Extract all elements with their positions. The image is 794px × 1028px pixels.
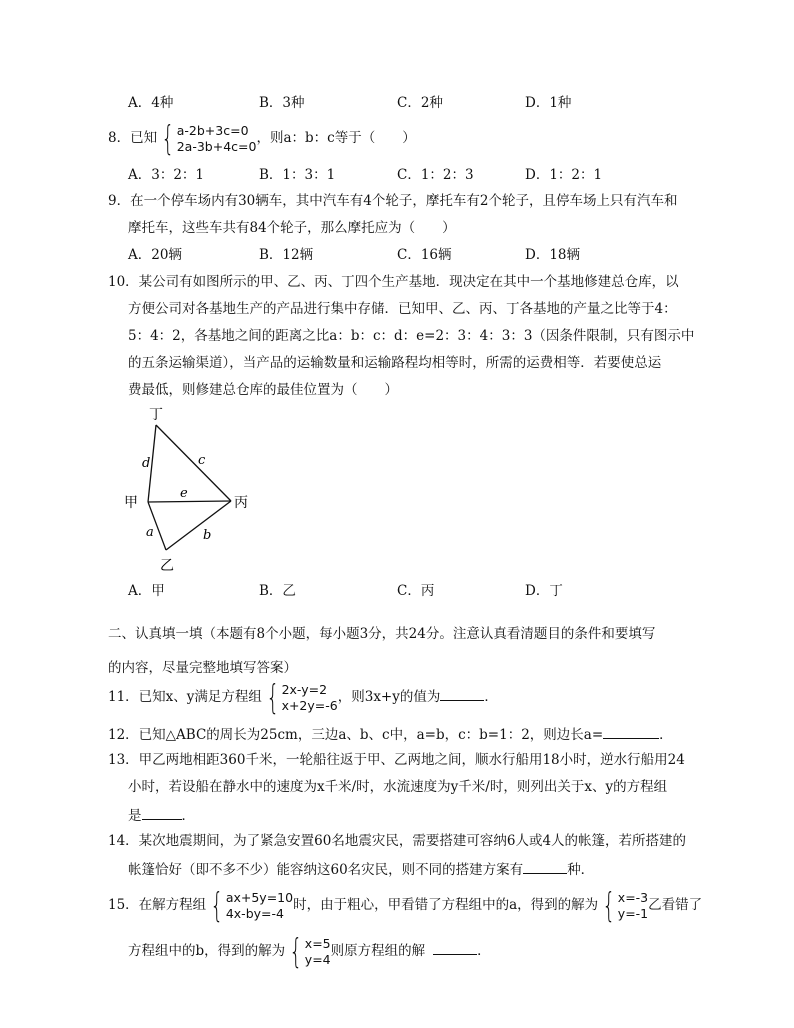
q9-option-c: C．16辆 bbox=[397, 247, 452, 263]
left-brace-icon: { bbox=[602, 885, 616, 926]
q14-end: 种． bbox=[567, 862, 595, 878]
q11-prefix: 11．已知x、y满足方程组 bbox=[108, 689, 262, 705]
vertex-ding-label: 丁 bbox=[149, 407, 163, 423]
q15-eq2: 4x-by=-4 bbox=[225, 905, 284, 921]
q9-line-1: 9．在一个停车场内有30辆车，其中汽车有4个轮子，摩托车有2个轮子，且停车场上只有汽车和 bbox=[108, 193, 678, 209]
q9-option-a: A．20辆 bbox=[128, 247, 182, 263]
q8-number: 8． bbox=[108, 130, 131, 146]
q11-answer-blank[interactable] bbox=[440, 686, 484, 701]
q10-option-d: D．丁 bbox=[525, 583, 563, 599]
q7-option-c: C．2种 bbox=[397, 95, 443, 111]
q15-prefix: 15．在解方程组 bbox=[108, 897, 207, 913]
edge-b-label: b bbox=[203, 528, 212, 543]
q15-solution-1 bbox=[598, 885, 649, 926]
vertex-bing-label: 丙 bbox=[234, 495, 248, 511]
q15-sol1-y: y=-1 bbox=[617, 905, 649, 921]
q15-equation-system bbox=[206, 885, 294, 926]
q8-prefix: 已知 bbox=[130, 130, 158, 146]
q11-stem bbox=[108, 677, 498, 718]
edge-c-label: c bbox=[198, 453, 206, 468]
q14-line-1: 14．某次地震期间，为了紧急安置60名地震灾民，需要搭建可容纳6人或4人的帐篷，若所搭建的 bbox=[108, 833, 687, 849]
q10-line-3: 5：4：2，各基地之间的距离之比a：b：c：d：e=2：3：4：3：3（因条件限制，只有图示中 bbox=[128, 328, 695, 344]
edge-e-line bbox=[148, 501, 231, 502]
q10-figure bbox=[120, 400, 260, 578]
q15-mid2: 乙看错了 bbox=[648, 897, 703, 913]
q7-option-a: A．4种 bbox=[128, 95, 174, 111]
q13-line-2: 小时，若设船在静水中的速度为x千米/时，水流速度为y千米/时，则列出关于x、y的方程组 bbox=[128, 779, 668, 795]
q15-answer-blank[interactable] bbox=[433, 940, 477, 955]
q10-line-1: 10．某公司有如图所示的甲、乙、丙、丁四个生产基地．现决定在其中一个基地修建总仓库，以 bbox=[108, 274, 679, 290]
q7-option-b: B．3种 bbox=[259, 95, 305, 111]
q8-eq2: 2a-3b+4c=0 bbox=[176, 138, 257, 154]
left-brace-icon: { bbox=[289, 931, 303, 972]
q15-sol1-x: x=-3 bbox=[617, 889, 649, 905]
q15-solution-2 bbox=[285, 931, 331, 972]
vertex-jia-label: 甲 bbox=[124, 495, 138, 511]
q13-end: ． bbox=[181, 808, 195, 824]
q8-option-c: C．1：2：3 bbox=[397, 167, 474, 183]
edge-a-label: a bbox=[146, 525, 154, 540]
q15-eq1: ax+5y=10 bbox=[225, 889, 294, 905]
q10-option-a: A．甲 bbox=[128, 583, 165, 599]
q10-option-b: B．乙 bbox=[259, 583, 296, 599]
q10-option-c: C．丙 bbox=[397, 583, 435, 599]
q13-answer-blank[interactable] bbox=[142, 805, 182, 820]
q14-answer-blank[interactable] bbox=[523, 859, 567, 874]
q15-line-2: 方程组中的b，得到的解为 { x=5 y=4 则原方程组的解 ． bbox=[128, 931, 491, 972]
q9-option-d: D．18辆 bbox=[525, 247, 581, 263]
edge-d-label: d bbox=[142, 456, 151, 471]
q14-line-2 bbox=[128, 859, 594, 879]
q15-line2-prefix: 方程组中的b，得到的解为 bbox=[128, 943, 286, 959]
q15-line-1 bbox=[108, 885, 703, 926]
q8-option-b: B．1：3：1 bbox=[259, 167, 336, 183]
edge-c-line bbox=[156, 425, 231, 501]
q15-sol2-y: y=4 bbox=[304, 951, 331, 967]
q8-stem bbox=[108, 118, 416, 159]
q7-option-d: D．1种 bbox=[525, 95, 572, 111]
q15-sol2-x: x=5 bbox=[304, 935, 331, 951]
q8-option-d: D．1：2：1 bbox=[525, 167, 603, 183]
q13-line-3 bbox=[128, 805, 195, 825]
q12-stem bbox=[108, 724, 673, 744]
section2-heading-line-1: 二、认真填一填（本题有8个小题，每小题3分，共24分。注意认真看清题目的条件和要填写 bbox=[108, 626, 656, 642]
edge-e-label: e bbox=[180, 486, 188, 501]
q8-option-a: A．3：2：1 bbox=[128, 167, 205, 183]
q12-text: 12．已知△ABC的周长为25cm，三边a、b、c中，a=b，c：b=1：2，则边长a= bbox=[108, 727, 604, 743]
q8-eq1: a-2b+3c=0 bbox=[176, 122, 249, 138]
q15-mid: 时，由于粗心，甲看错了方程组中的a，得到的解为 bbox=[293, 897, 599, 913]
q10-line-2: 方便公司对各基地生产的产品进行集中存储．已知甲、乙、丙、丁各基地的产量之比等于4： bbox=[128, 301, 677, 317]
q9-option-b: B．12辆 bbox=[259, 247, 314, 263]
vertex-yi-label: 乙 bbox=[160, 558, 174, 574]
section2-heading-line-2: 的内容，尽量完整地填写答案） bbox=[108, 660, 297, 676]
q11-end: ． bbox=[484, 689, 498, 705]
q11-eq2: x+2y=-6 bbox=[281, 697, 338, 713]
q13-line-1: 13．甲乙两地相距360千米，一轮船往返于甲、乙两地之间，顺水行船用18小时，逆水行船用24 bbox=[108, 752, 685, 768]
q13-line-3-text: 是 bbox=[128, 808, 142, 824]
left-brace-icon: { bbox=[161, 118, 175, 159]
q8-equation-system bbox=[157, 118, 257, 159]
q12-end: ． bbox=[659, 727, 673, 743]
q14-line-2-text: 帐篷恰好（即不多不少）能容纳这60名灾民，则不同的搭建方案有 bbox=[128, 862, 524, 878]
q11-eq1: 2x-y=2 bbox=[281, 681, 328, 697]
left-brace-icon: { bbox=[266, 677, 280, 718]
q10-line-4: 的五条运输渠道），当产品的运输数量和运输路程均相等时，所需的运费相等．若要使总运 bbox=[128, 355, 662, 371]
edge-b-line bbox=[166, 501, 231, 550]
q11-equation-system bbox=[262, 677, 338, 718]
q10-line-5: 费最低，则修建总仓库的最佳位置为（ ） bbox=[128, 382, 398, 398]
q8-suffix: ，则a：b：c等于（ ） bbox=[256, 130, 416, 146]
q9-line-2: 摩托车，这些车共有84个轮子，那么摩托应为（ ） bbox=[128, 220, 456, 236]
left-brace-icon: { bbox=[210, 885, 224, 926]
q12-answer-blank[interactable] bbox=[603, 724, 659, 739]
q11-suffix: ，则3x+y的值为 bbox=[337, 689, 441, 705]
q15-line2-suffix: 则原方程组的解 bbox=[330, 943, 426, 959]
